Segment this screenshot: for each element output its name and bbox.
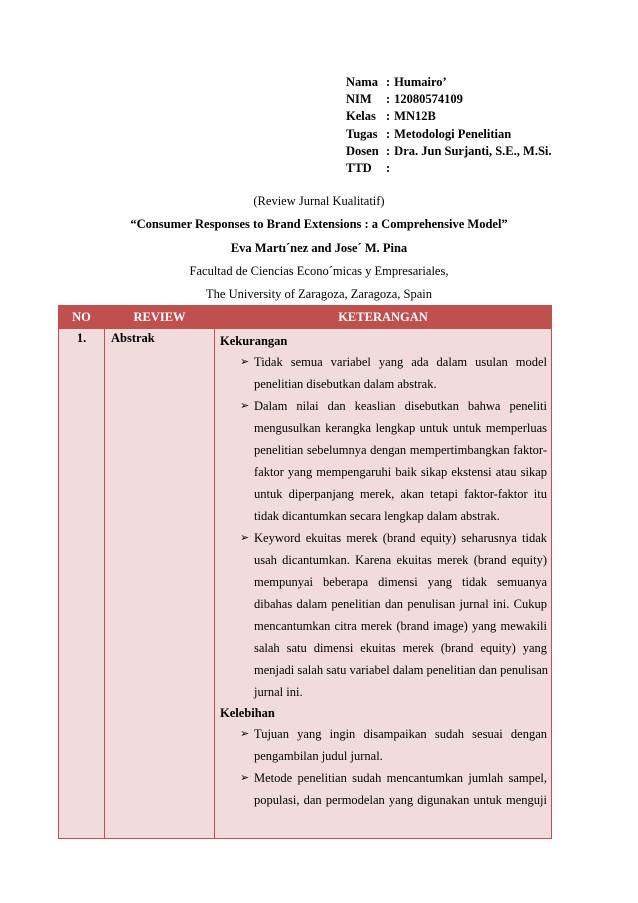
- meta-row-dosen: Dosen : Dra. Jun Surjanti, S.E., M.Si.: [346, 143, 552, 158]
- table-row: [59, 329, 552, 839]
- section-title-kekurangan: Kekurangan: [220, 334, 288, 348]
- journal-authors: Eva Martı´nez and Jose´ M. Pina: [230, 241, 408, 255]
- bullet-item: ➢ Tidak semua variabel yang ada dalam usulan model penelitian disebutkan dalam abstrak.: [220, 351, 547, 395]
- meta-row-ttd: TTD :: [346, 161, 391, 176]
- bullet-item: ➢ Tujuan yang ingin disampaikan sudah sesuai dengan pengambilan judul jurnal.: [220, 723, 547, 767]
- review-table: [58, 305, 552, 839]
- journal-title: “Consumer Responses to Brand Extensions : a Comprehensive Model”: [130, 217, 508, 231]
- arrow-bullet-icon: ➢: [240, 356, 250, 368]
- header-review: REVIEW: [105, 306, 215, 329]
- arrow-bullet-icon: ➢: [240, 400, 250, 412]
- row-number: 1.: [59, 329, 105, 839]
- identity-block: [346, 74, 552, 177]
- bullet-item: ➢ Metode penelitian sudah mencantumkan jumlah sampel, populasi, dan permodelan yang digunakan untuk menguji: [220, 767, 547, 811]
- meta-row-kelas: Kelas : MN12B: [346, 109, 436, 124]
- arrow-bullet-icon: ➢: [240, 772, 250, 784]
- table-header-row: [59, 306, 552, 329]
- meta-row-nama: Nama : Humairo’: [346, 75, 447, 89]
- journal-faculty: Facultad de Ciencias Econo´micas y Empresariales,: [189, 264, 449, 278]
- bullet-item: ➢ Keyword ekuitas merek (brand equity) seharusnya tidak usah dicantumkan. Karena ekuitas merek (brand equity) mempunyai beberapa dimensi yang tidak semuanya dibahas dalam penelitian dan penulisan jurnal ini. Cukup mencantumkan citra merek (brand image) yang mewakili salah satu dimensi ekuitas merek (brand equity) yang menjadi salah satu variabel dalam penelitian dan penulisan jurnal ini.: [220, 527, 547, 703]
- header-keterangan: KETERANGAN: [215, 306, 552, 329]
- arrow-bullet-icon: ➢: [240, 532, 250, 544]
- row-keterangan: [215, 329, 552, 839]
- review-type: (Review Jurnal Kualitatif): [253, 194, 385, 208]
- row-review: Abstrak: [105, 329, 215, 839]
- bullet-item: ➢ Dalam nilai dan keaslian disebutkan bahwa peneliti mengusulkan kerangka lengkap untuk untuk memperluas penelitian sebelumnya dengan mempertimbangkan faktor- faktor yang mempengaruhi baik sikap ekstensi atau sikap untuk diperpanjang merek, akan tetapi faktor-faktor itu tidak dicantumkan secara lengkap dalam abstrak.: [220, 395, 547, 527]
- header-no: NO: [59, 306, 105, 329]
- journal-university: The University of Zaragoza, Zaragoza, Spain: [206, 287, 432, 301]
- section-title-kelebihan: Kelebihan: [220, 706, 275, 720]
- meta-row-nim: NIM : 12080574109: [346, 92, 463, 107]
- meta-row-tugas: Tugas : Metodologi Penelitian: [346, 126, 512, 141]
- arrow-bullet-icon: ➢: [240, 728, 250, 740]
